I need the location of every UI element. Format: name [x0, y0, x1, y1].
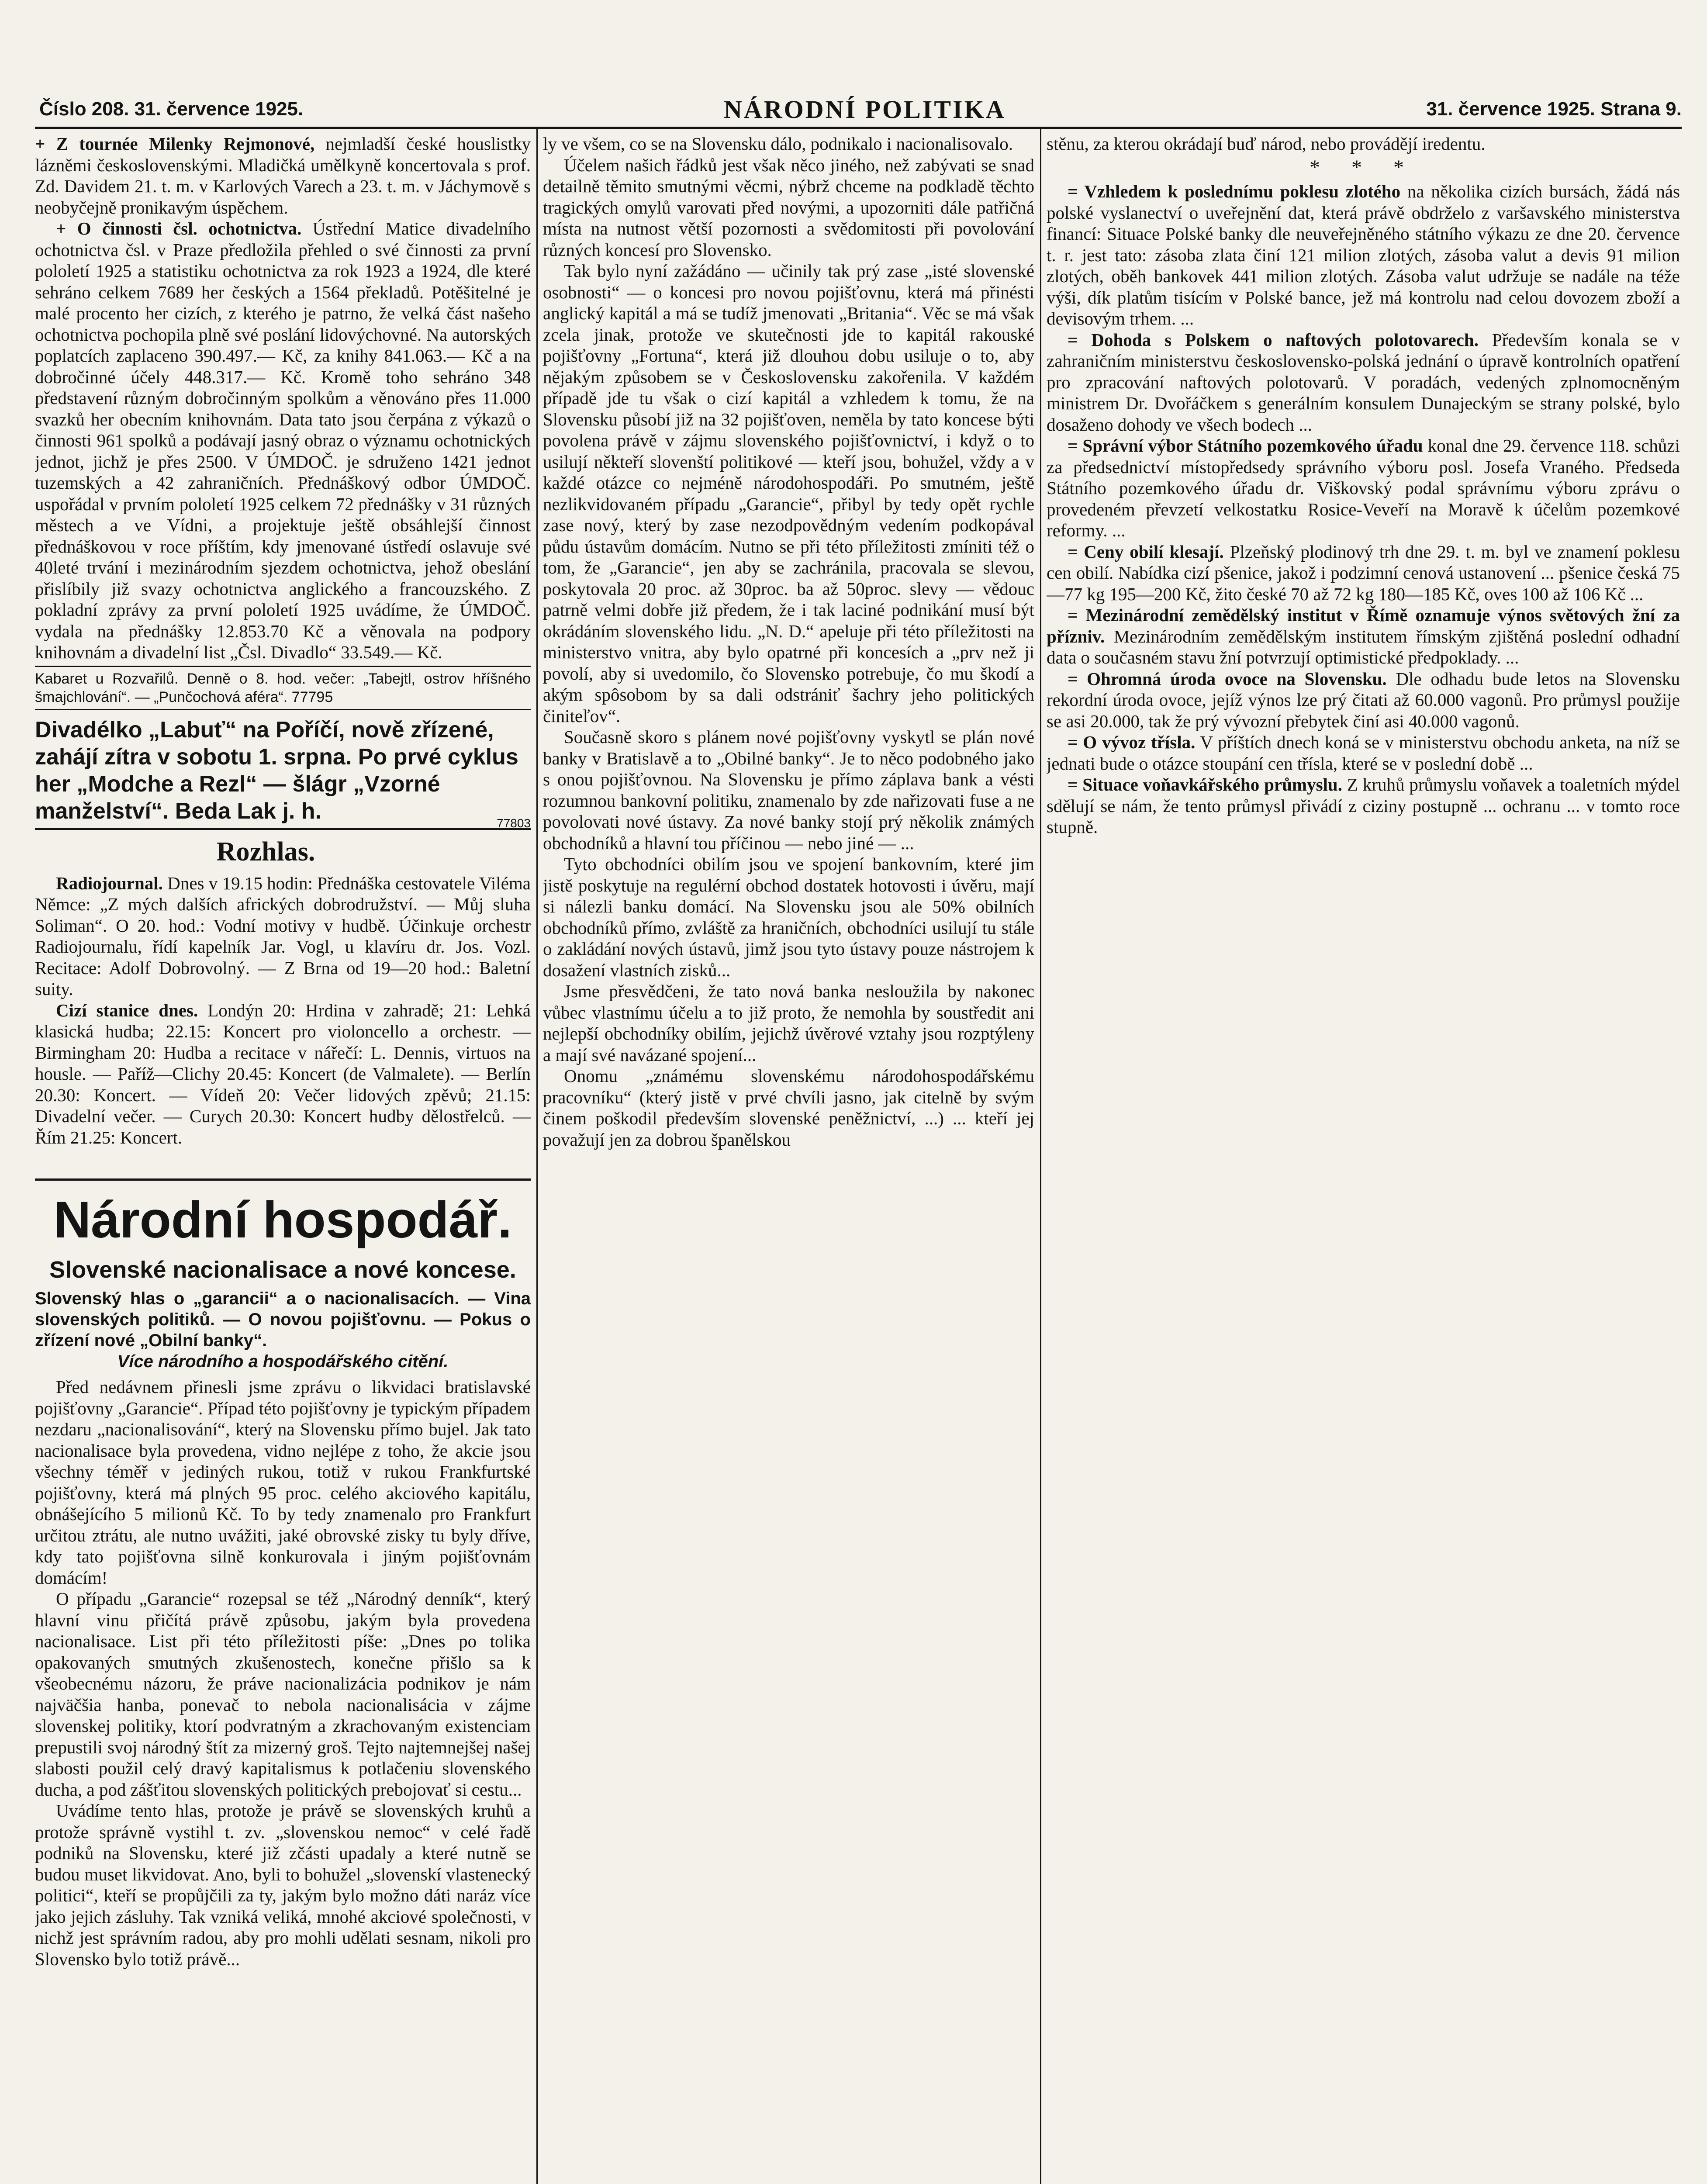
article-paragraph: Tyto obchodníci obilím jsou ve spojení bankovním, které jim jistě poskytuje na regulérní obchod dostatek hotovosti i úvěru, mají si nálezli banku domácí. Na Slovensku jsou ale 50% obilních obchodníků přímo, zvláště za hraničních, obchodníci usilují tu stále o zakládání nových ústavů, jimž jsou tyto ústavy pouze nástrojem k dosažení vlastních zisků...	[543, 854, 1034, 980]
news-item-heading: = Správní výbor Státního pozemkového úřadu	[1068, 435, 1423, 456]
news-item-heading: = Dohoda s Polskem o naftových polotovarech.	[1068, 329, 1479, 350]
article-paragraph: Současně skoro s plánem nové pojišťovny vyskytl se plán nové banky v Bratislavě a to „Obilné banky“. Je to něco podobného jako s onou pojišťovnou. Na Slovensku je přímo záplava bank a vésti rozumnou bankovní politiku, znamenalo by zde nařizovati fuse a ne povolovati nové ústavy. Za nové banky stojí prý několik známých obchodníků a hlavní tou příčinou — nebo jiné — ...	[543, 727, 1034, 853]
advertisement-code: 77803	[497, 816, 531, 830]
news-item	[1047, 329, 1680, 435]
radio-item	[35, 873, 531, 1000]
section-title-radio: Rozhlas.	[216, 836, 315, 867]
news-item-heading: = Situace voňavkářského průmyslu.	[1068, 774, 1342, 795]
article-lead	[35, 1288, 531, 1372]
news-item-text: Mezinárodním zemědělským institutem římským zjištěná poslední odhadní data o současném stavu žní potvrzují optimistické předpoklady. ...	[1047, 626, 1680, 667]
news-item	[1047, 605, 1680, 668]
issue-date-left: Číslo 208. 31. července 1925.	[39, 98, 304, 120]
news-item-heading: = Mezinárodní zemědělský institut v Římě oznamuje výnos světových žní za přízniv.	[1047, 605, 1680, 646]
article-lead-text: Slovenský hlas o „garancii“ a o nacionalisacích. — Vina slovenských politiků. — O novou pojišťovnu. — Pokus o zřízení nové „Obilní banky“.	[35, 1289, 531, 1350]
news-item-heading: + O činnosti čsl. ochotnictva.	[56, 218, 302, 238]
news-item	[1047, 732, 1680, 774]
column-3	[1047, 133, 1680, 2184]
advertisement-text: Divadélko „Labuť“ na Poříčí, nově zřízené, zahájí zítra v sobotu 1. srpna. Po prvé cyklus her „Modche a Rezl“ — šlágr „Vzorné manželství“. Beda Lak j. h.	[35, 717, 518, 824]
news-item-text: na několika cizích bursách, žádá nás polské vyslanectví o uveřejnění dat, která právě obdrželo z varšavského ministerstva financí: Situace Polské banky dle neuveřejněného státního výkazu ze dne 20. července t. r. jest tato: zásoba zlata činí 121 milion zlotých, zásoba valut a devis 91 milion zlotých, oběh bankovek 441 milion zlotých. Zásoba valut udržuje se nadále na téže výši, dík platům tisícím v Polské bance, jež má kontrolu nad celou dovozem zboží a devisovým trhem. ...	[1047, 181, 1680, 328]
article-paragraph: Před nedávnem přinesli jsme zprávu o likvidaci bratislavské pojišťovny „Garancie“. Případ této pojišťovny je typickým případem nezdaru „nacionalisování“, který na Slovensku přímo bujel. Jak tato nacionalisace byla provedena, vidno nejlépe z toho, že akcie jsou všechny téměř v jediných rukou, totiž v rukou Frankfurtské pojišťovny, která má plných 95 proc. celého akciového kapitálu, obnášejícího 5 milionů Kč. To by tedy znamenalo pro Frankfurt určitou ztrátu, ale nutno uvážiti, jaké obrovské zisky tu byly dříve, kdy tato pojišťovna silně konkurovala i jiným pojišťovnám domácím!	[35, 1377, 531, 1588]
news-item-text: V příštích dnech koná se v ministerstvu obchodu anketa, na níž se jednati bude o otázce stoupání cen třísla, které se v poslední době ...	[1047, 732, 1680, 774]
advertisement-theatre	[35, 713, 531, 830]
news-item-text: nejmladší české houslistky lázněmi československými. Mladičká umělkyně koncertovala s prof. Zd. Davidem 21. t. m. v Karlových Varech a 23. t. m. v Jáchymově s neobyčejně pronikavým úspěchem.	[35, 134, 531, 218]
news-item-text: Z kruhů průmyslu voňavek a toaletních mýdel sdělují se nám, že tento průmysl přivádí z ciziny postupně ... ochranu ... v tomto roce stupně.	[1047, 774, 1680, 837]
news-item	[1047, 668, 1680, 732]
article-lead-tagline: Více národního a hospodářského citění.	[117, 1352, 449, 1371]
column-divider-2	[1040, 129, 1041, 2184]
header-rule	[35, 127, 1682, 129]
news-item-text: Ústřední Matice divadelního ochotnictva čsl. v Praze předložila přehled o své činnosti za první pololetí 1925 a statistiku ochotnictva za rok 1923 a 1924, dle které sehráno celkem 7689 her českých a 1564 překladů. Potěšitelné je malé procento her cizích, z kterého je patrno, že velká část našeho ochotnictva pochopila plně své poslání lidovýchovné. Na autorských poplatcích zaplaceno 390.497.— Kč, za knihy 841.063.— Kč a na dobročinné účely 448.317.— Kč. Kromě toho sehráno 348 představení různým dobročinným spolkům a věnováno přes 11.000 svazků her obecním knihovnám. Data tato jsou čerpána z výkazů o činnosti 961 spolků a podávají jasný obraz o významu ochotnických jednot, jichž je přes 2500. V ÚMDOČ. je sdruženo 1421 jednot tuzemských a 42 zahraničních. Přednáškový odbor ÚMDOČ. uspořádal v prvním pololetí 1925 celkem 72 přednášky v 31 různých městech a ve Vídni, a projektuje ještě obsáhlejší činnost přednáškovou v roce příštím, kdy jmenované ústředí oslavuje své 40leté trvání i mezinárodním sjezdem ochotnictva, jehož obeslání přislíbily již svazy ochotnictva anglického a francouzského. Z pokladní zprávy za první pololetí 1925 uvádíme, že ÚMDOČ. vydala na přednášky 12.853.70 Kč a věnovala na podpory knihovnám a divadelní list „Čsl. Divadlo“ 33.549.— Kč.	[35, 218, 531, 662]
newspaper-title: NÁRODNÍ POLITIKA	[723, 95, 1006, 124]
article-paragraph: Uvádíme tento hlas, protože je právě se slovenských kruhů a protože správně vystihl t. zv. „slovenskou nemoc“ v celé řadě podniků na Slovensku, které již zčásti upadaly a které nutně se budou muset likvidovat. Ano, byli to bohužel „slovenskí vlastenecký politici“, kteří se propůjčili za ty, jakým bylo možno dáti naráz více jako jejich zásluhy. Tak vzniká veliká, mnohé akciové společnosti, v nichž jest správním radou, aby pro mohli udělati sesnam, nikoli pro Slovensko bylo totiž právě...	[35, 1800, 531, 1969]
radio-item-text: Londýn 20: Hrdina v zahradě; 21: Lehká klasická hudba; 22.15: Koncert pro violoncello a orchestr. — Birmingham 20: Hudba a recitace v nářečí: L. Dennis, virtuos na housle. — Paříž—Clichy 20.45: Koncert (de Valmalete). — Berlín 20.30: Koncert. — Vídeň 20: Večer lidových zpěvů; 21.15: Divadelní večer. — Curych 20.30: Koncert hudby dělostřelců. — Řím 21.25: Koncert.	[35, 1000, 531, 1147]
radio-item-text: Dnes v 19.15 hodin: Přednáška cestovatele Viléma Němce: „Z mých dalších afrických dobrodružství. — Můj sluha Soliman“. O 20. hod.: Vodní motivy v hudbě. Účinkuje orchestr Radiojournalu, řídí kapelník Jar. Vogl, u klavíru dr. Jos. Vozl. Recitace: Adolf Dobrovolný. — Z Brna od 19—20 hod.: Baletní suity.	[35, 873, 531, 999]
column-2	[543, 133, 1034, 2184]
news-item-heading: = Vzhledem k poslednímu poklesu zlotého	[1068, 181, 1401, 201]
article-paragraph: O případu „Garancie“ rozepsal se též „Národný denník“, který hlavní vinu přičítá právě způsobu, jakým byla provedena nacionalisace. List při této příležitosti píše: „Dnes po tolika opakovaných smutných zkušenostech, konečne přišlo sa k všeobecnému názoru, že práve nacionalizácia podnikov je nám najväčšia hanba, ponevač to nebola nacionalisácia v zájme slovenskej politiky, ktorí podvratným a zkrachovaným existenciam prepustili svoj národný štít za mizerný groš. Tejto najtemnejšej našej slabosti použil celý dravý kapitalismus k potlačeniu slovenského ducha, a pod zášťitou slovenských politických prebojovať si cestu...	[35, 1589, 531, 1800]
article-paragraph: Jsme přesvědčeni, že tato nová banka nesloužila by nakonec vůbec vlastnímu účelu a to již proto, že nemohla by soustředit ani nejlepší obchodníky obilím, jejichž úvěrové vztahy jsou rozptýleny a mají své navázané spojení...	[543, 981, 1034, 1065]
issue-date-right: 31. července 1925. Strana 9.	[1426, 98, 1682, 120]
article-paragraph: ly ve všem, co se na Slovensku dálo, podnikalo i nacionalisovalo.	[543, 134, 1013, 154]
news-item	[1047, 435, 1680, 541]
news-item-heading: = Ohromná úroda ovoce na Slovensku.	[1068, 668, 1387, 689]
section-title-economy: Národní hospodář.	[35, 1178, 531, 1251]
article-paragraph: Účelem našich řádků jest však něco jiného, než zabývati se snad detailně těmito smutnými věcmi, nýbrž chceme na podkladě těchto tragických omylů varovati před novými, a upozorniti dále patřičná místa na nutnost větší pozornosti a svědomitosti při povolování různých koncesí pro Slovensko.	[543, 155, 1034, 260]
radio-item-heading: Radiojournal.	[56, 873, 163, 893]
article-paragraph: stěnu, za kterou okrádají buď národ, nebo provádějí iredentu.	[1047, 134, 1486, 154]
news-item-heading: + Z tournée Milenky Rejmonové,	[35, 134, 315, 154]
column-1	[35, 133, 531, 2184]
news-item-heading: = Ceny obilí klesají.	[1068, 541, 1224, 562]
news-item-amateur-theatre	[35, 218, 531, 663]
radio-item	[35, 1000, 531, 1148]
news-item-heading: = O vývoz třísla.	[1068, 732, 1196, 752]
radio-item-heading: Cizí stanice dnes.	[56, 1000, 198, 1020]
news-item-text: Dle odhadu bude letos na Slovensku rekordní úroda ovoce, jejíž výnos lze prý čitati až 60.000 vagonů. Pro průmysl použije se asi 20.000, tak že prý vývozní přebytek činí asi 40.000 vagonů.	[1047, 668, 1680, 731]
news-item-text: konal dne 29. července 118. schůzi za předsednictví místopředsedy správního výboru posl. Josefa Vraného. Předseda Státního pozemkového úřadu dr. Viškovský podal správnímu výboru zprávu o provedeném převzetí velkostatku Rosice-Veveří na Moravě k účelům pozemkové reformy. ...	[1047, 435, 1680, 540]
news-item	[1047, 774, 1680, 838]
news-item-text: Plzeňský plodinový trh dne 29. t. m. byl ve znamení poklesu cen obilí. Nabídka cizí pšenice, jakož i podzimní cenová ustanovení ... pšenice česká 75—77 kg 195—200 Kč, žito české 70 až 72 kg 180—185 Kč, oves 100 až 106 Kč ...	[1047, 541, 1680, 604]
news-item	[1047, 541, 1680, 605]
column-divider-1	[536, 129, 538, 2184]
masthead	[39, 94, 1682, 124]
article-paragraph: Onomu „známému slovenskému národohospodářskému pracovníku“ (který jistě v prvé chvíli jasno, jak citelně by svým činem poškodil především slovenské peněžnictví, ...) ... kteří jej považují jen za dobrou španělskou	[543, 1066, 1034, 1150]
news-item	[1047, 181, 1680, 329]
article-headline: Slovenské nacionalisace a nové koncese.	[49, 1257, 516, 1283]
article-paragraph: Tak bylo nyní zažádáno — učinily tak prý zase „isté slovenské osobnosti“ — o koncesi pro novou pojišťovnu, která má přinésti anglický kapitál a má se tudíž jmenovati „Britania“. Věc se má však zcela jinak, protože ve skutečnosti jde to kapitál rakouské pojišťovny „Fortuna“, která již dlouhou dobu usiluje o to, aby nějakým způsobem se v Československu zakořenila. V každém případě jde tu však o cizí kapitál a vzhledem k tomu, že na Slovensku působí již na 32 pojišťoven, neměla by tato koncese býti povolena právě v zájmu slovenského pojišťovnictví, i když o to usilují někteří slovenští politikové — kteří jsou, bohužel, vždy a v každé otázce co nejméně národohospodáři. Po smutném, ještě nezlikvidovaném případu „Garancie“, přibyl by tedy opět rychle zase nový, který by zase nezodpovědným vedením podkopával půdu ústavům domácím. Nutno se při této příležitosti zmíniti též o tom, že „Garancie“, jen aby se zachránila, pracovala se slevou, poskytovala 20 proc. až 30proc. ba až 50proc. slevy — vědouc patrně velmi dobře již předem, že i tak laciné podnikání musí být okrádáním slovenského lidu. „N. D.“ apeluje při této příležitosti na ministerstvo vnitra, aby bylo opatrné při koncesích a „prv než ji povolí, aby si uvedomilo, čo Slovensko potrebuje, čo mu škodí a akým spôsobom by sa dali odstrániť šachry jeho politických činiteľov“.	[543, 261, 1034, 726]
section-separator: * * *	[1310, 156, 1417, 179]
news-item-text: Především konala se v zahraničním ministerstvu československo-polská jednání o úpravě kontrolních opatření pro zpracování naftových polotovarů. V poradách, vedených zplnomocněným ministrem Dr. Dvořáčkem s generálním konsulem Dunajeckým se strany polské, bylo dosaženo dohody ve všech bodech ...	[1047, 329, 1680, 435]
advertisement-cabaret: Kabaret u Rozvařilů. Denně o 8. hod. večer: „Tabejtl, ostrov hříšného šmajchlování“. — „Punčochová aféra“. 77795	[35, 666, 531, 710]
news-item-tour	[35, 133, 531, 218]
